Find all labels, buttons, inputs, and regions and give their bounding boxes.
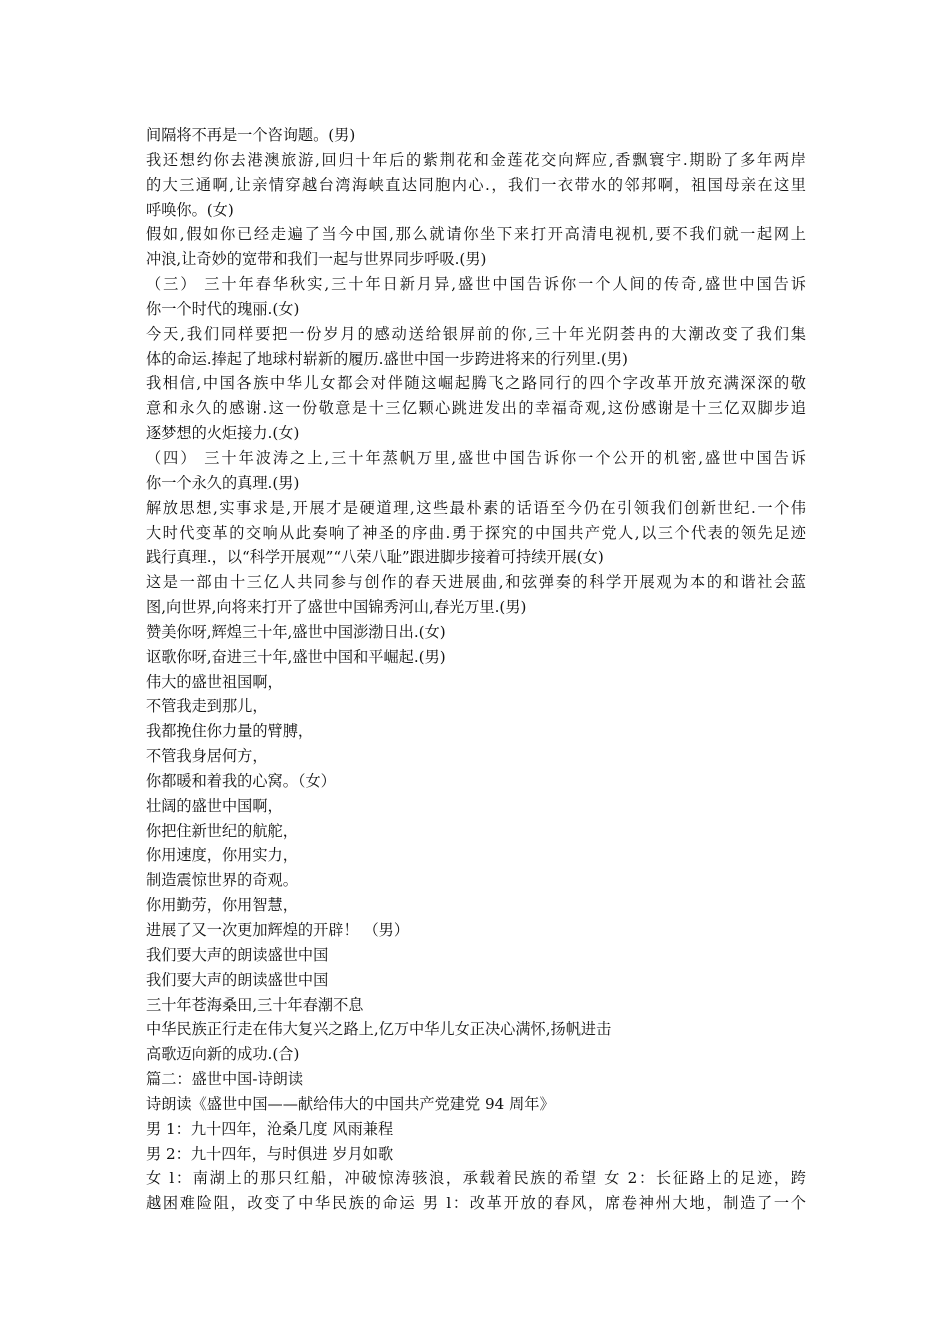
text-line: 女 l：南湖上的那只红船，冲破惊涛骇浪，承载着民族的希望 女 2：长征路上的足迹，跨 [146, 1169, 806, 1188]
text-line: 你用速度，你用实力， [146, 846, 298, 865]
text-line: 不管我走到那儿， [146, 697, 268, 716]
text-line: 你都暖和着我的心窝。（女） [146, 771, 336, 790]
text-line: 我们要大声的朗读盛世中国 [146, 945, 329, 964]
text-line: 今天,我们同样要把一份岁月的感动送给银屏前的你,三十年光阴荟冉的大潮改变了我们集 [146, 324, 806, 343]
text-line: 呼唤你。(女) [146, 200, 234, 219]
text-line: 制造震惊世界的奇观。 [146, 871, 298, 890]
text-line: 间隔将不再是一个咨询题。(男) [146, 126, 356, 144]
text-line: 男 2：九十四年，与时俱进 岁月如歌 [146, 1144, 394, 1163]
text-line: 篇二：盛世中国-诗朗读 [146, 1070, 304, 1089]
text-line: 壮阔的盛世中国啊， [146, 796, 283, 815]
text-line: 的大三通啊,让亲情穿越台湾海峡直达同胞内心.，我们一衣带水的邻邦啊，祖国母亲在这里 [146, 175, 806, 194]
text-line: 我们要大声的朗读盛世中国 [146, 970, 329, 989]
text-line: 男 1：九十四年，沧桑几度 风雨兼程 [146, 1119, 394, 1138]
text-line: 图,向世界,向将来打开了盛世中国锦秀河山,春光万里.(男) [146, 598, 527, 617]
text-line: 你一个时代的瑰丽.(女) [146, 299, 300, 318]
text-line: 逐梦想的火炬接力.(女) [146, 424, 300, 443]
text-line: 我还想约你去港澳旅游,回归十年后的紫荆花和金莲花交向辉应,香飘寰宇.期盼了多年两岸 [146, 150, 806, 169]
text-line: 大时代变革的交响从此奏响了神圣的序曲.勇于探究的中国共产党人,以三个代表的领先足迹 [146, 523, 806, 542]
text-line: （四） 三十年波涛之上,三十年蒸帆万里,盛世中国告诉你一个公开的机密,盛世中国告诉 [146, 448, 806, 467]
text-line: 进展了又一次更加辉煌的开辟！ （男） [146, 921, 410, 939]
text-line: 解放思想,实事求是,开展才是硬道理,这些最朴素的话语至今仍在引领我们创新世纪.一个伟 [146, 498, 806, 517]
text-line: 伟大的盛世祖国啊， [146, 672, 283, 691]
text-line: 三十年苍海桑田,三十年春潮不息 [146, 995, 364, 1014]
text-line: 冲浪,让奇妙的宽带和我们一起与世界同步呼吸.(男) [146, 250, 487, 269]
text-line: 假如,假如你已经走遍了当今中国,那么就请你坐下来打开高清电视机,要不我们就一起网上 [146, 225, 806, 244]
text-line: 这是一部由十三亿人共同参与创作的春天进展曲,和弦弹奏的科学开展观为本的和谐社会蓝 [146, 573, 806, 592]
text-line: 意和永久的感谢.这一份敬意是十三亿颗心跳进发出的幸福奇观,这份感谢是十三亿双脚步追 [146, 399, 806, 418]
text-line: 赞美你呀,辉煌三十年,盛世中国澎渤日出.(女) [146, 622, 446, 641]
text-line: 我相信,中国各族中华儿女都会对伴随这崛起腾飞之路同行的四个字改革开放充满深深的敬 [146, 374, 806, 393]
text-line: 践行真理.，以“科学开展观”“八荣八耻”跟进脚步接着可持续开展(女) [146, 548, 604, 567]
text-line: 中华民族正行走在伟大复兴之路上,亿万中华儿女正决心满怀,扬帆进击 [146, 1020, 612, 1039]
text-line: 你把住新世纪的航舵， [146, 821, 298, 840]
text-line: 不管我身居何方， [146, 747, 268, 766]
text-line: 你用勤劳，你用智慧， [146, 896, 298, 915]
text-line: 体的命运.捧起了地球村崭新的履历.盛世中国一步跨进将来的行列里.(男) [146, 349, 628, 368]
text-line: 高歌迈向新的成功.(合) [146, 1045, 300, 1064]
document-body [146, 123, 806, 1216]
text-line: 越困难险阻，改变了中华民族的命运 男 l：改革开放的春风，席卷神州大地，制造了一个 [146, 1194, 806, 1213]
text-line: 我都挽住你力量的臂膊， [146, 722, 314, 741]
text-line: 你一个永久的真理.(男) [146, 473, 300, 492]
text-line: 讴歌你呀,奋进三十年,盛世中国和平崛起.(男) [146, 647, 446, 666]
text-line: （三） 三十年春华秋实,三十年日新月异,盛世中国告诉你一个人间的传奇,盛世中国告诉 [146, 275, 806, 294]
text-line: 诗朗读《盛世中国——献给伟大的中国共产党建党 94 周年》 [146, 1094, 555, 1113]
